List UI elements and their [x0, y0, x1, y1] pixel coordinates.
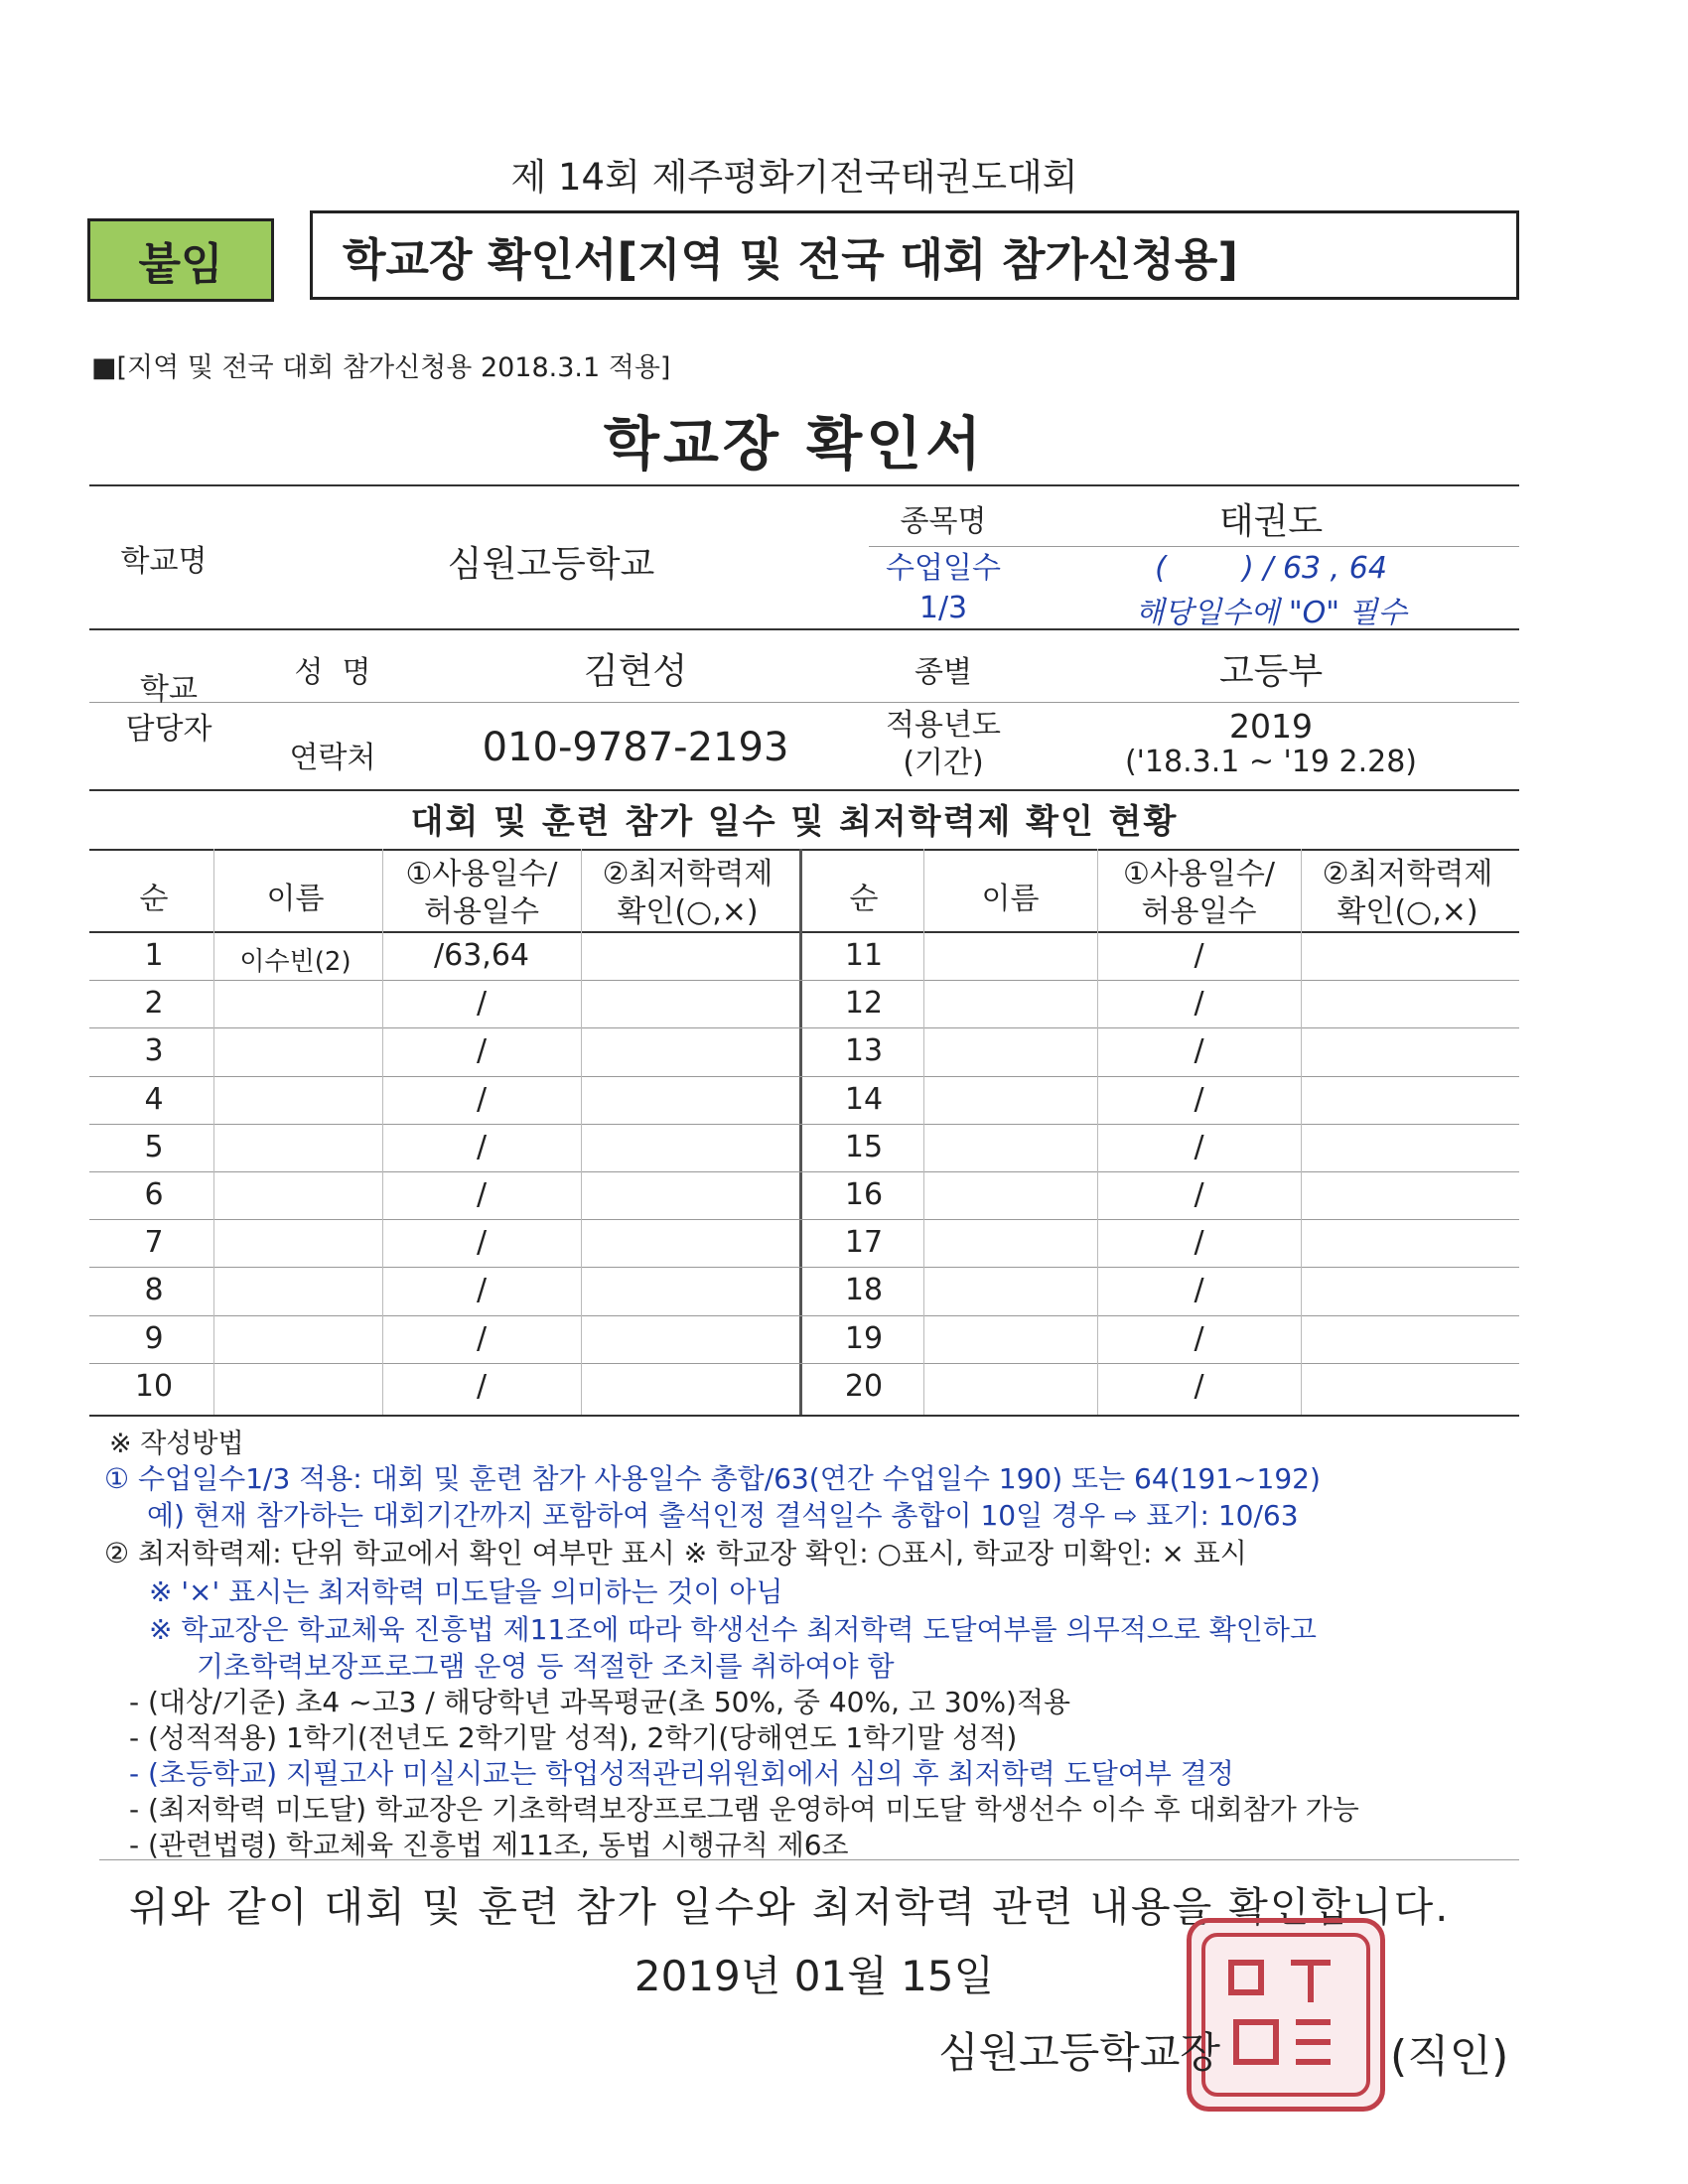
table-row-rule [89, 1315, 1519, 1316]
division-label: 종별 [914, 655, 972, 690]
header-no-left: 순 [139, 882, 169, 916]
row-days: / [1194, 1177, 1204, 1212]
table-row-rule [89, 1027, 1519, 1028]
event-label: 종목명 [900, 504, 987, 539]
table-divider [799, 849, 802, 1415]
official-seal [1187, 1918, 1385, 2112]
info-rule [89, 702, 1519, 703]
row-number: 8 [144, 1273, 164, 1308]
row-number: 1 [144, 938, 164, 973]
event-value: 태권도 [1218, 501, 1324, 542]
table-column-rule [1097, 849, 1098, 1415]
instruction-line: - (최저학력 미도달) 학교장은 기초학력보장프로그램 운영하여 미도달 학생선수 이수 후 대회참가 가능 [129, 1793, 1359, 1826]
manager-label: 학교 담당자 [125, 672, 212, 747]
row-days: / [476, 1081, 488, 1117]
row-number: 17 [844, 1225, 884, 1261]
name-value: 김현성 [583, 651, 688, 692]
instruction-line: ② 최저학력제: 단위 학교에서 확인 여부만 표시 ※ 학교장 확인: ○표시, 학교장 미확인: × 표시 [104, 1537, 1247, 1570]
year-period: ('18.3.1 ~ '19 2.28) [1124, 745, 1418, 779]
row-days: /63,64 [434, 938, 529, 973]
school-name: 심원고등학교 [447, 544, 655, 585]
row-number: 10 [134, 1368, 174, 1404]
main-title: 학교장 확인서 [603, 410, 986, 478]
row-number: 19 [844, 1320, 884, 1356]
instruction-line: - (대상/기준) 초4 ~고3 / 해당학년 과목평균(초 50%, 중 40%, 고 30%)적용 [129, 1686, 1071, 1718]
class-days-label: 수업일수 1/3 [886, 551, 1001, 625]
instructions-heading: ※ 작성방법 [109, 1429, 244, 1459]
date: 2019년 01월 15일 [633, 1952, 995, 2000]
seal-label: (직인) [1390, 2031, 1509, 2082]
table-column-rule [213, 849, 214, 1415]
section-title: 대회 및 훈련 참가 일수 및 최저학력제 확인 현황 [410, 802, 1179, 842]
attachment-badge: 붙임 [87, 218, 274, 302]
row-days: / [1194, 1320, 1204, 1356]
row-number: 15 [844, 1129, 884, 1164]
row-days: / [1194, 1225, 1204, 1261]
row-days: / [476, 1177, 488, 1212]
class-days-value: ( ) / 63 , 64 [1155, 551, 1387, 586]
instruction-line: - (초등학교) 지필고사 미실시교는 학업성적관리위원회에서 심의 후 최저학력 도달여부 결정 [129, 1757, 1234, 1790]
header-title: 학교장 확인서[지역 및 전국 대회 참가신청용] [310, 210, 1519, 300]
header-check-left: ②최저학력제 확인(○,×) [602, 857, 774, 929]
table-bottom-rule [89, 1415, 1519, 1417]
instruction-line: ※ '×' 표시는 최저학력 미도달을 의미하는 것이 아님 [149, 1575, 783, 1608]
year-label: 적용년도 (기간) [886, 708, 1001, 780]
contact-label: 연락처 [289, 741, 376, 775]
row-number: 13 [844, 1033, 884, 1069]
row-days: / [1194, 1273, 1204, 1308]
row-number: 9 [144, 1320, 164, 1356]
row-number: 11 [844, 938, 884, 973]
row-number: 2 [144, 986, 164, 1022]
row-days: / [1194, 1129, 1204, 1164]
instruction-line: ① 수업일수1/3 적용: 대회 및 훈련 참가 사용일수 총합/63(연간 수업일수 190) 또는 64(191~192) [104, 1462, 1321, 1495]
row-days: / [1194, 986, 1204, 1022]
row-days: / [476, 1273, 488, 1308]
row-number: 12 [844, 986, 884, 1022]
header-days-left: ①사용일수/ 허용일수 [405, 857, 558, 929]
class-days-note: 해당일수에 "O" 필수 [1135, 596, 1407, 630]
table-row-rule [89, 1363, 1519, 1364]
instruction-line: - (성적적용) 1학기(전년도 2학기말 성적), 2학기(당해연도 1학기말 성적) [129, 1721, 1018, 1754]
row-days: / [476, 1368, 488, 1404]
table-column-rule [923, 849, 924, 1415]
table-column-rule [581, 849, 582, 1415]
header-name-left: 이름 [266, 882, 325, 916]
header-days-right: ①사용일수/ 허용일수 [1123, 857, 1275, 929]
table-column-rule [1301, 849, 1302, 1415]
row-name: 이수빈(2) [239, 947, 352, 977]
table-row-rule [89, 1267, 1519, 1268]
event-title: 제 14회 제주평화기전국태권도대회 [510, 156, 1078, 199]
division-value: 고등부 [1218, 651, 1324, 692]
table-top-rule [89, 849, 1519, 851]
year-value: 2019 [1229, 707, 1313, 746]
signer: 심원고등학교장 [938, 2028, 1221, 2077]
name-label: 성 명 [294, 655, 371, 690]
row-number: 16 [844, 1177, 884, 1212]
instruction-line: 예) 현재 참가하는 대회기간까지 포함하여 출석인정 결석일수 총합이 10일 경우 ⇨ 표기: 10/63 [147, 1499, 1299, 1532]
header-no-right: 순 [849, 882, 879, 916]
row-number: 4 [144, 1081, 164, 1117]
row-number: 20 [844, 1368, 884, 1404]
header-check-right: ②최저학력제 확인(○,×) [1322, 857, 1493, 929]
row-days: / [476, 1129, 488, 1164]
note-top: ■[지역 및 전국 대회 참가신청용 2018.3.1 적용] [91, 352, 671, 383]
contact-value: 010-9787-2193 [482, 725, 789, 770]
row-days: / [476, 1320, 488, 1356]
row-days: / [1194, 1081, 1204, 1117]
instruction-line: - (관련법령) 학교체육 진흥법 제11조, 동법 시행규칙 제6조 [129, 1829, 849, 1861]
row-days: / [1194, 1033, 1204, 1069]
row-number: 6 [144, 1177, 164, 1212]
row-days: / [476, 1225, 488, 1261]
row-number: 7 [144, 1225, 164, 1261]
table-column-rule [382, 849, 383, 1415]
info-top-rule [89, 484, 1519, 486]
table-row-rule [89, 1219, 1519, 1220]
confirm-text: 위와 같이 대회 및 훈련 참가 일수와 최저학력 관련 내용을 확인합니다. [129, 1883, 1451, 1931]
row-days: / [1194, 1368, 1204, 1404]
table-row-rule [89, 980, 1519, 981]
instruction-line: 기초학력보장프로그램 운영 등 적절한 조치를 취하여야 함 [197, 1650, 895, 1683]
table-row-rule [89, 1124, 1519, 1125]
row-number: 14 [844, 1081, 884, 1117]
table-row-rule [89, 1076, 1519, 1077]
row-number: 5 [144, 1129, 164, 1164]
info-rule [869, 546, 1519, 547]
table-row-rule [89, 1171, 1519, 1172]
instructions-rule [99, 1859, 1519, 1860]
info-bottom-rule [89, 789, 1519, 791]
row-number: 3 [144, 1033, 164, 1069]
row-number: 18 [844, 1273, 884, 1308]
header-name-right: 이름 [981, 882, 1040, 916]
school-label: 학교명 [120, 544, 208, 579]
row-days: / [476, 986, 488, 1022]
row-days: / [476, 1033, 488, 1069]
row-days: / [1194, 938, 1204, 973]
table-header-rule [89, 931, 1519, 933]
instruction-line: ※ 학교장은 학교체육 진흥법 제11조에 따라 학생선수 최저학력 도달여부를 의무적으로 확인하고 [149, 1613, 1317, 1646]
